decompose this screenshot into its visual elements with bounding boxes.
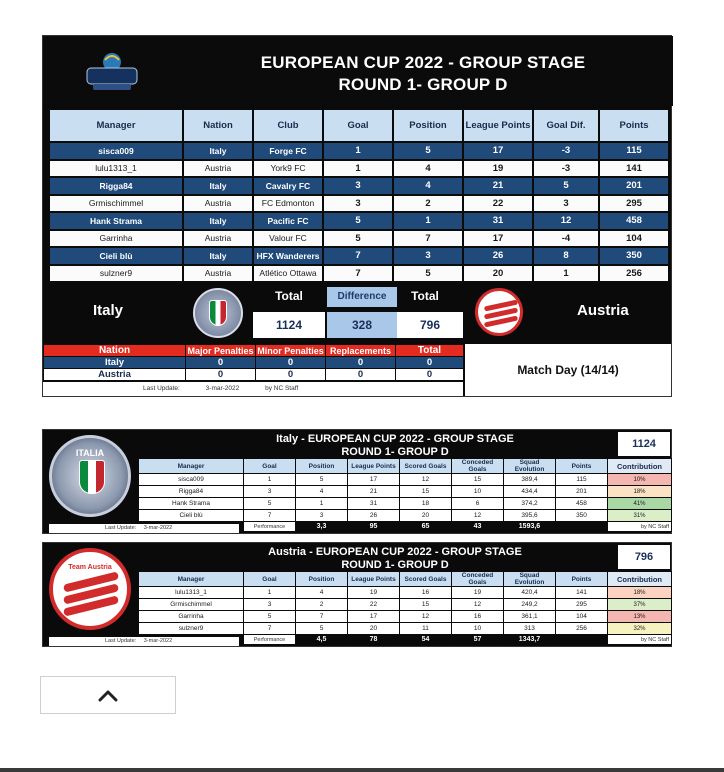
table-cell: 1: [323, 142, 393, 160]
table-cell: 458: [599, 212, 669, 230]
penalty-cell: Italy: [44, 357, 186, 369]
table-cell: Italy: [183, 212, 253, 230]
standings-header-row: [49, 109, 669, 142]
table-row: [49, 195, 669, 213]
table-cell: 16: [400, 587, 452, 599]
table-cell: Valour FC: [253, 230, 323, 248]
title-line-1: EUROPEAN CUP 2022 - GROUP STAGE: [260, 53, 586, 72]
right-total-label: Total: [411, 289, 439, 303]
table-row: [139, 486, 672, 498]
table-row: [139, 599, 672, 611]
table-cell: Grmischimmel: [139, 599, 244, 611]
table-cell: 3: [296, 510, 348, 522]
table-row: [139, 623, 672, 635]
austria-badge-icon: [475, 288, 523, 336]
italy-badge-icon: [193, 288, 243, 338]
table-cell: 7: [323, 247, 393, 265]
chevron-up-icon: [98, 688, 118, 702]
column-header: Conceded Goals: [452, 459, 504, 474]
staff-credit: by NC Staff: [608, 635, 672, 645]
table-cell: 3: [323, 195, 393, 213]
penalty-cell: 0: [186, 369, 256, 381]
last-update-label: Last Update:: [105, 525, 137, 531]
left-nation-name: Italy: [93, 302, 124, 319]
column-header: League Points: [348, 459, 400, 474]
table-cell: sulzner9: [49, 265, 183, 283]
table-cell: lulu1313_1: [139, 587, 244, 599]
scroll-to-top-button[interactable]: [40, 676, 176, 714]
italy-header-row: [139, 459, 672, 474]
table-cell: sulzner9: [139, 623, 244, 635]
table-cell: 5: [296, 474, 348, 486]
table-cell: 17: [463, 142, 533, 160]
column-header: Contribution: [608, 459, 672, 474]
penalty-cell: 0: [326, 357, 396, 369]
table-cell: 22: [348, 599, 400, 611]
spacer-cell: [556, 635, 608, 645]
table-cell: 4: [393, 160, 463, 178]
column-header: Points: [556, 459, 608, 474]
table-row: [49, 230, 669, 248]
staff-credit: by NC Staff: [608, 522, 672, 532]
table-cell: 7: [296, 611, 348, 623]
table-cell: 458: [556, 498, 608, 510]
column-header: Contribution: [608, 572, 672, 587]
table-cell: 20: [463, 265, 533, 283]
table-row: [49, 247, 669, 265]
table-cell: Hank Strama: [49, 212, 183, 230]
table-cell: 8: [533, 247, 599, 265]
penalty-cell: 0: [396, 369, 464, 381]
table-cell: -3: [533, 160, 599, 178]
staff-credit: by NC Staff: [265, 385, 299, 392]
column-header: Squad Evolution: [504, 459, 556, 474]
italy-last-update: [49, 524, 239, 533]
penalty-column-header: Nation: [44, 345, 186, 357]
contribution-cell: 32%: [608, 623, 672, 635]
table-cell: 15: [400, 599, 452, 611]
standings-table: [48, 108, 670, 283]
table-cell: 3: [244, 486, 296, 498]
austria-title-line-1: Austria - EUROPEAN CUP 2022 - GROUP STAGE: [268, 546, 522, 558]
table-cell: Rigga84: [139, 486, 244, 498]
performance-cell: 54: [400, 635, 452, 645]
table-cell: 19: [452, 587, 504, 599]
table-cell: 31: [463, 212, 533, 230]
last-update-date: 3-mar-2022: [205, 385, 240, 392]
table-cell: York9 FC: [253, 160, 323, 178]
contribution-cell: 41%: [608, 498, 672, 510]
column-header: Goal: [244, 459, 296, 474]
last-update-footer: [43, 382, 463, 396]
austria-title-line-2: ROUND 1- GROUP D: [341, 559, 449, 571]
column-header: Club: [253, 109, 323, 142]
table-cell: 1: [244, 474, 296, 486]
austria-total: 796: [618, 545, 670, 569]
table-cell: 5: [533, 177, 599, 195]
table-cell: 22: [463, 195, 533, 213]
match-day-label: Match Day (14/14): [465, 344, 671, 396]
austria-badge-icon: [49, 548, 131, 630]
left-total-value: 1124: [253, 312, 325, 338]
performance-cell: 1343,7: [504, 635, 556, 645]
table-cell: 395,6: [504, 510, 556, 522]
column-header: Conceded Goals: [452, 572, 504, 587]
table-cell: 16: [452, 611, 504, 623]
table-cell: 4: [393, 177, 463, 195]
table-cell: 7: [323, 265, 393, 283]
austria-last-update: [49, 637, 239, 646]
table-cell: FC Edmonton: [253, 195, 323, 213]
table-cell: 18: [400, 498, 452, 510]
table-cell: 15: [452, 474, 504, 486]
table-cell: 201: [556, 486, 608, 498]
penalty-cell: 0: [186, 357, 256, 369]
table-cell: 389,4: [504, 474, 556, 486]
table-cell: Hank Strama: [139, 498, 244, 510]
table-cell: 31: [348, 498, 400, 510]
table-row: [139, 498, 672, 510]
right-nation-name: Austria: [577, 302, 629, 319]
table-cell: 7: [244, 623, 296, 635]
contribution-cell: 13%: [608, 611, 672, 623]
column-header: Nation: [183, 109, 253, 142]
table-cell: 434,4: [504, 486, 556, 498]
table-cell: 295: [556, 599, 608, 611]
column-header: Position: [296, 572, 348, 587]
table-cell: 21: [463, 177, 533, 195]
table-cell: Austria: [183, 195, 253, 213]
nations-cup-logo: [83, 50, 141, 94]
table-cell: -4: [533, 230, 599, 248]
table-row: [139, 611, 672, 623]
italy-title-line-2: ROUND 1- GROUP D: [341, 446, 449, 458]
bottom-divider: [0, 768, 724, 772]
column-header: League Points: [348, 572, 400, 587]
table-cell: 313: [504, 623, 556, 635]
penalty-column-header: Major Penalties: [187, 345, 254, 356]
table-cell: 3: [533, 195, 599, 213]
table-cell: 20: [348, 623, 400, 635]
table-row: [49, 212, 669, 230]
table-cell: 5: [244, 611, 296, 623]
column-header: Scored Goals: [400, 572, 452, 587]
penalties-header-row: [44, 345, 464, 357]
table-cell: 350: [599, 247, 669, 265]
table-cell: 256: [556, 623, 608, 635]
difference-value: 328: [327, 312, 397, 338]
contribution-cell: 10%: [608, 474, 672, 486]
italy-team-card: [42, 429, 672, 534]
penalty-cell: 0: [256, 357, 326, 369]
table-cell: 374,2: [504, 498, 556, 510]
column-header: Position: [296, 459, 348, 474]
last-update-label: Last Update:: [105, 638, 137, 644]
table-cell: 10: [452, 623, 504, 635]
table-cell: Rigga84: [49, 177, 183, 195]
left-total-label: Total: [275, 289, 303, 303]
last-update-date: 3-mar-2022: [143, 525, 173, 531]
table-cell: 2: [296, 599, 348, 611]
table-cell: 104: [556, 611, 608, 623]
table-cell: Austria: [183, 230, 253, 248]
table-cell: 17: [463, 230, 533, 248]
performance-label: Performance: [244, 522, 296, 532]
table-cell: 7: [244, 510, 296, 522]
table-cell: 1: [323, 160, 393, 178]
table-cell: sisca009: [49, 142, 183, 160]
penalty-cell: 0: [326, 369, 396, 381]
table-cell: 20: [400, 510, 452, 522]
table-cell: 420,4: [504, 587, 556, 599]
column-header: Goal: [323, 109, 393, 142]
table-cell: 19: [463, 160, 533, 178]
contribution-cell: 37%: [608, 599, 672, 611]
table-cell: Austria: [183, 160, 253, 178]
table-cell: Italy: [183, 142, 253, 160]
table-cell: 256: [599, 265, 669, 283]
right-total-value: 796: [397, 312, 463, 338]
last-update-date: 3-mar-2022: [143, 638, 173, 644]
table-cell: 17: [348, 611, 400, 623]
penalty-cell: 0: [256, 369, 326, 381]
table-cell: 1: [244, 587, 296, 599]
contribution-cell: 18%: [608, 587, 672, 599]
table-cell: 12: [533, 212, 599, 230]
column-header: Points: [599, 109, 669, 142]
column-header: Points: [556, 572, 608, 587]
difference-label: Difference: [327, 287, 397, 307]
table-row: [49, 142, 669, 160]
table-cell: 26: [348, 510, 400, 522]
table-cell: Atlético Ottawa: [253, 265, 323, 283]
table-cell: 11: [400, 623, 452, 635]
austria-badge-text: Team Austria: [68, 564, 112, 571]
penalty-cell: 0: [396, 357, 464, 369]
title-line-2: ROUND 1- GROUP D: [338, 75, 508, 94]
table-cell: 4: [296, 587, 348, 599]
penalty-cell: Austria: [44, 369, 186, 381]
table-cell: 115: [599, 142, 669, 160]
table-cell: Pacific FC: [253, 212, 323, 230]
table-cell: sisca009: [139, 474, 244, 486]
column-header: Goal Dif.: [533, 109, 599, 142]
table-cell: 1: [533, 265, 599, 283]
performance-cell: 43: [452, 522, 504, 532]
performance-cell: 57: [452, 635, 504, 645]
table-cell: Cieli blù: [139, 510, 244, 522]
performance-cell: 1593,6: [504, 522, 556, 532]
table-cell: 12: [400, 611, 452, 623]
table-cell: 1: [296, 498, 348, 510]
table-cell: 2: [393, 195, 463, 213]
table-cell: 17: [348, 474, 400, 486]
table-cell: Forge FC: [253, 142, 323, 160]
table-cell: Cieli blù: [49, 247, 183, 265]
table-cell: Italy: [183, 247, 253, 265]
table-cell: 249,2: [504, 599, 556, 611]
table-cell: 6: [452, 498, 504, 510]
performance-cell: 95: [348, 522, 400, 532]
austria-card-title: [189, 546, 601, 572]
table-cell: 1: [393, 212, 463, 230]
table-cell: 10: [452, 486, 504, 498]
table-cell: 3: [393, 247, 463, 265]
penalty-row: [44, 369, 464, 381]
contribution-cell: 31%: [608, 510, 672, 522]
performance-cell: 78: [348, 635, 400, 645]
group-d-standings-card: [42, 35, 672, 397]
table-cell: Austria: [183, 265, 253, 283]
column-header: Manager: [139, 459, 244, 474]
table-cell: -3: [533, 142, 599, 160]
table-cell: 361,1: [504, 611, 556, 623]
table-cell: Garrinha: [49, 230, 183, 248]
performance-cell: 3,3: [296, 522, 348, 532]
table-row: [49, 177, 669, 195]
table-cell: 295: [599, 195, 669, 213]
table-cell: 3: [244, 599, 296, 611]
penalty-column-header: Replacements: [326, 345, 396, 357]
page-title: [243, 52, 603, 96]
table-cell: HFX Wanderers: [253, 247, 323, 265]
last-update-label: Last Update:: [143, 385, 180, 392]
table-cell: lulu1313_1: [49, 160, 183, 178]
table-cell: 15: [400, 486, 452, 498]
austria-team-card: [42, 542, 672, 647]
table-cell: Grmischimmel: [49, 195, 183, 213]
table-cell: 5: [323, 212, 393, 230]
table-cell: 201: [599, 177, 669, 195]
table-cell: 141: [556, 587, 608, 599]
table-row: [139, 510, 672, 522]
italy-team-table: [138, 458, 672, 532]
card-header: [43, 36, 673, 106]
table-cell: 5: [393, 265, 463, 283]
table-cell: 12: [452, 599, 504, 611]
totals-section: [43, 282, 673, 398]
table-row: [139, 587, 672, 599]
table-cell: 4: [296, 486, 348, 498]
table-row: [49, 265, 669, 283]
table-cell: 12: [452, 510, 504, 522]
column-header: Squad Evolution: [504, 572, 556, 587]
column-header: Position: [393, 109, 463, 142]
performance-cell: 4,5: [296, 635, 348, 645]
table-cell: 104: [599, 230, 669, 248]
table-cell: 5: [244, 498, 296, 510]
penalty-row: [44, 357, 464, 369]
spacer-cell: [556, 522, 608, 532]
column-header: Manager: [139, 572, 244, 587]
table-cell: 3: [323, 177, 393, 195]
performance-label: Performance: [244, 635, 296, 645]
penalty-column-header: Total: [396, 345, 464, 357]
table-cell: 141: [599, 160, 669, 178]
table-cell: 115: [556, 474, 608, 486]
austria-header-row: [139, 572, 672, 587]
table-cell: Italy: [183, 177, 253, 195]
contribution-cell: 18%: [608, 486, 672, 498]
penalties-table: [43, 344, 464, 381]
performance-cell: 65: [400, 522, 452, 532]
column-header: Goal: [244, 572, 296, 587]
table-cell: 350: [556, 510, 608, 522]
table-cell: Garrinha: [139, 611, 244, 623]
table-row: [49, 160, 669, 178]
table-cell: 7: [393, 230, 463, 248]
italy-card-title: [189, 433, 601, 459]
column-header: League Points: [463, 109, 533, 142]
table-row: [139, 474, 672, 486]
italy-total: 1124: [618, 432, 670, 456]
austria-team-table: [138, 571, 672, 645]
table-cell: 5: [323, 230, 393, 248]
italy-title-line-1: Italy - EUROPEAN CUP 2022 - GROUP STAGE: [276, 433, 514, 445]
table-cell: 26: [463, 247, 533, 265]
column-header: Scored Goals: [400, 459, 452, 474]
penalty-column-header: Minor Penalties: [257, 345, 324, 356]
italy-badge-icon: [49, 435, 131, 517]
column-header: Manager: [49, 109, 183, 142]
table-cell: 5: [393, 142, 463, 160]
table-cell: 5: [296, 623, 348, 635]
table-cell: 21: [348, 486, 400, 498]
table-cell: Cavalry FC: [253, 177, 323, 195]
table-cell: 12: [400, 474, 452, 486]
italy-badge-text: ITALIA: [75, 448, 105, 458]
table-cell: 19: [348, 587, 400, 599]
